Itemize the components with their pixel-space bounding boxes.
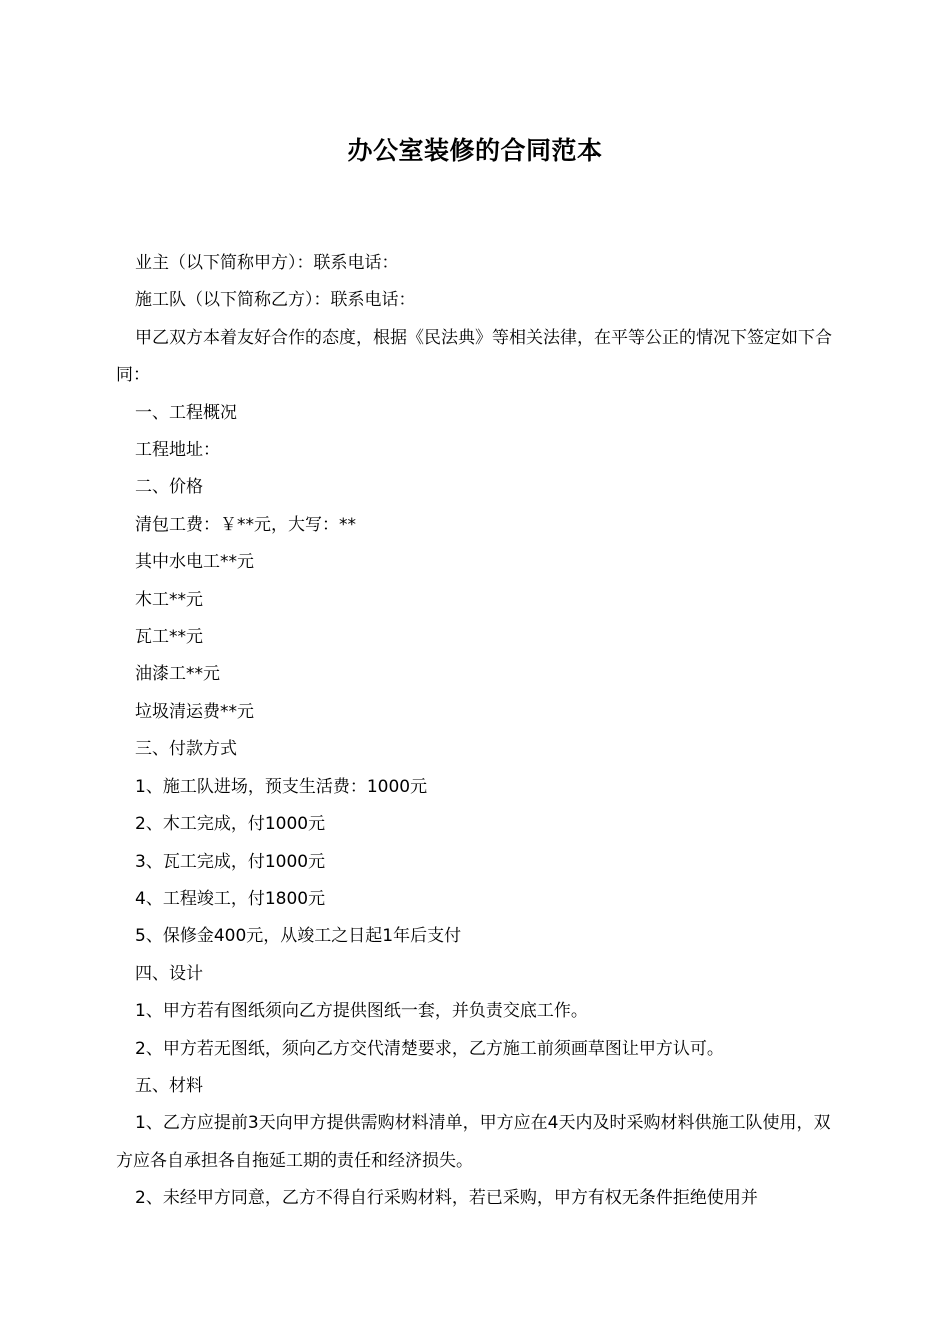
waste-removal-fee-line: 垃圾清运费**元 [135, 701, 254, 722]
section-heading-overview: 一、工程概况 [135, 402, 237, 423]
preamble-paragraph: 甲乙双方本着友好合作的态度，根据《民法典》等相关法律，在平等公正的情况下签定如下合同： [116, 327, 832, 386]
materials-item-1: 1、乙方应提前3天向甲方提供需购材料清单，甲方应在4天内及时采购材料供施工队使用，双方应各自承担各自拖延工期的责任和经济损失。 [116, 1113, 831, 1171]
carpentry-fee-line: 木工**元 [135, 589, 203, 610]
section-heading-price: 二、价格 [135, 477, 203, 498]
payment-item-5: 5、保修金400元，从竣工之日起1年后支付 [135, 926, 462, 947]
section-heading-payment: 三、付款方式 [135, 739, 237, 760]
payment-item-3: 3、瓦工完成，付1000元 [135, 851, 326, 872]
section-heading-materials: 五、材料 [135, 1075, 203, 1096]
payment-item-1: 1、施工队进场，预支生活费：1000元 [135, 776, 428, 797]
document-body [116, 245, 836, 1218]
labor-fee-line: 清包工费：￥**元，大写：** [135, 514, 356, 535]
plumbing-electric-fee-line: 其中水电工**元 [135, 552, 254, 573]
payment-item-2: 2、木工完成，付1000元 [135, 814, 326, 835]
party-b-line: 施工队（以下简称乙方）：联系电话： [135, 290, 416, 311]
materials-item-2: 2、未经甲方同意，乙方不得自行采购材料，若已采购，甲方有权无条件拒绝使用并 [135, 1188, 758, 1209]
design-item-2: 2、甲方若无图纸，须向乙方交代清楚要求，乙方施工前须画草图让甲方认可。 [135, 1038, 724, 1059]
payment-item-4: 4、工程竣工，付1800元 [135, 888, 326, 909]
painting-fee-line: 油漆工**元 [135, 664, 220, 685]
document-title: 办公室装修的合同范本 [347, 136, 603, 165]
tiling-fee-line: 瓦工**元 [135, 627, 203, 648]
design-item-1: 1、甲方若有图纸须向乙方提供图纸一套，并负责交底工作。 [135, 1001, 588, 1022]
party-a-line: 业主（以下简称甲方）：联系电话： [135, 253, 399, 273]
project-address-line: 工程地址： [135, 440, 220, 461]
section-heading-design: 四、设计 [135, 963, 203, 984]
